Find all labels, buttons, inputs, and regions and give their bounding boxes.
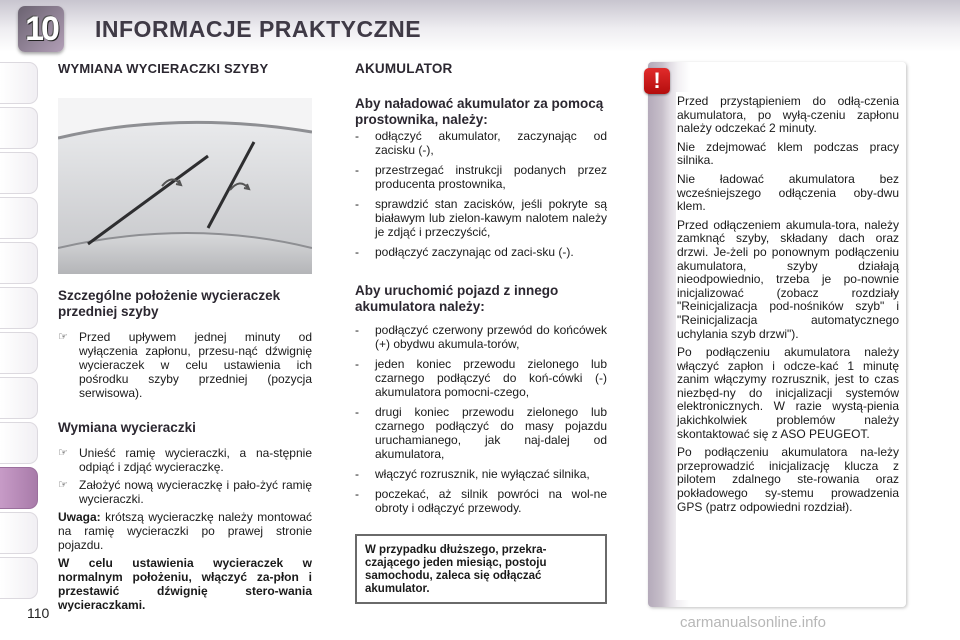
storage-callout: W przypadku dłuższego, przekra-czającego jeden miesiąc, postoju samochodu, zaleca się odłączać akumulator. — [355, 534, 607, 604]
jump-start-heading: Aby uruchomić pojazd z innego akumulatora należy: — [355, 283, 559, 314]
chapter-tab-active[interactable] — [0, 467, 38, 509]
chapter-number: 10 — [25, 9, 57, 48]
chapter-tab[interactable] — [0, 242, 38, 284]
caution-note — [58, 510, 312, 552]
chapter-tab[interactable] — [0, 422, 38, 464]
list-item: - poczekać, aż silnik powróci na wol-ne obroty i odłączyć przewody. — [355, 487, 607, 515]
list-item: - podłączyć zaczynając od zaci-sku (-). — [355, 245, 574, 259]
windscreen-wiper-illustration — [58, 98, 312, 274]
chapter-tab[interactable] — [0, 107, 38, 149]
battery-section — [355, 61, 607, 515]
chapter-tab[interactable] — [0, 287, 38, 329]
list-item: - jeden koniec przewodu zielonego lub czarnego podłączyć do koń-cówki (-) akumulatora pomocni-czego, — [355, 357, 607, 399]
list-item — [58, 330, 312, 400]
list-item: - sprawdzić stan zacisków, jeśli pokryte są białawym lub zielon-kawym nalotem należy je zdjąć i przeczyścić, — [355, 197, 607, 239]
chapter-tab[interactable] — [0, 512, 38, 554]
chapter-tab[interactable] — [0, 197, 38, 239]
list-item: - włączyć rozrusznik, nie wyłączać silnika, — [355, 467, 590, 481]
charge-block — [355, 96, 607, 265]
special-position-block — [58, 288, 312, 400]
chapter-tab[interactable] — [0, 377, 38, 419]
warning-paragraph: Nie ładować akumulatora bez wcześniejszego odłączenia oby-dwu klem. — [677, 171, 899, 214]
page-title: INFORMACJE PRAKTYCZNE — [95, 16, 422, 42]
caution-text: krótszą wycieraczkę należy montować na ramię wycieraczki po prawej stronie pojazdu. — [58, 510, 312, 552]
chapter-tab[interactable] — [0, 152, 38, 194]
warning-paragraph: Przed przystąpieniem do odłą-czenia akumulatora, po wyłą-czeniu zapłonu należy odczekać 2 minuty. — [677, 94, 899, 136]
list-item-text: przestrzegać instrukcji podanych przez producenta prostownika, — [375, 163, 607, 191]
list-item-text: Założyć nową wycieraczkę i pało-żyć ramię wycieraczki. — [79, 478, 312, 506]
warning-paragraph: Nie zdejmować klem podczas pracy silnika. — [677, 139, 899, 168]
exclamation-icon: ! — [644, 68, 670, 94]
list-item-text: podłączyć czerwony przewód do końcówek (+) obydwu akumula-torów, — [375, 323, 607, 351]
watermark: carmanualsonline.info — [680, 614, 826, 631]
list-item-text: Unieść ramię wycieraczki, a na-stępnie odpiąć i zdjąć wycieraczkę. — [79, 446, 312, 474]
battery-section-title: AKUMULATOR — [355, 61, 453, 76]
chapter-badge — [18, 6, 64, 52]
charge-heading: Aby naładować akumulator za pomocą prostownika, należy: — [355, 96, 604, 127]
caution-label: Uwaga: — [58, 510, 101, 524]
warning-paragraph: Przed odłączeniem akumula-tora, należy zamknąć szyby, składany dach oraz drzwi. Je-żeli po ponownym podłączeniu akumulatora, szyby działają nieodpowiednio, trzeba je po-nownie inicjalizować (zobacz rozdziały "Reinicjalizacja pod-nośników szyb" i "Reinicjalizacja automatycznego uchylania szyb drzwi"). — [677, 217, 899, 341]
list-item: - odłączyć akumulator, zaczynając od zacisku (-), — [355, 129, 607, 157]
list-item: - drugi koniec przewodu zielonego lub czarnego podłączyć do masy pojazdu uruchamianego, jak naj-dalej od akumulatora, — [355, 405, 607, 461]
hand-pointer-icon: ☞ — [58, 447, 68, 459]
list-item-text: drugi koniec przewodu zielonego lub czarnego podłączyć do masy pojazdu uruchamianego, jak naj-dalej od akumulatora, — [375, 405, 607, 461]
jump-start-block — [355, 283, 607, 521]
list-item — [58, 446, 312, 474]
replacement-heading: Wymiana wycieraczki — [58, 420, 196, 435]
restore-note: W celu ustawienia wycieraczek w normalnym położeniu, włączyć za-płon i przestawić dźwignię stero-wania wycieraczkami. — [58, 556, 312, 612]
warning-text — [677, 95, 899, 519]
warning-paragraph: Po podłączeniu akumulatora należy włączyć zapłon i odcze-kać 1 minutę zanim włączymy rozrusznik, jest to czas niezbęd-ny do inicjalizacji systemów elektronicznych. W razie wystą-pienia jakichkolwiek problemów należy skontaktować się z ASO PEUGEOT. — [677, 345, 899, 441]
hand-pointer-icon: ☞ — [58, 331, 68, 343]
list-item-text: sprawdzić stan zacisków, jeśli pokryte są białawym lub zielon-kawym nalotem należy je zdjąć i przeczyścić, — [375, 197, 607, 239]
list-item: - podłączyć czerwony przewód do końcówek (+) obydwu akumula-torów, — [355, 323, 607, 351]
warning-paragraph: Po podłączeniu akumulatora na-leży przeprowadzić inicjalizację klucza z pilotem zdalnego ste-rowania oraz pokładowego sy-stemu prowadzenia GPS (patrz odpowiedni rozdział). — [677, 445, 899, 514]
page-number: 110 — [27, 605, 50, 621]
chapter-tab[interactable] — [0, 62, 38, 104]
wiper-section-title: WYMIANA WYCIERACZKI SZYBY — [58, 61, 269, 76]
wiper-section — [58, 61, 312, 612]
list-item-text: włączyć rozrusznik, nie wyłączać silnika, — [375, 467, 590, 481]
list-item-text: jeden koniec przewodu zielonego lub czarnego podłączyć do koń-cówki (-) akumulatora pomocni-czego, — [375, 357, 607, 399]
special-position-heading: Szczególne położenie wycieraczek przedniej szyby — [58, 288, 281, 319]
list-item-text: podłączyć zaczynając od zaci-sku (-). — [375, 245, 574, 259]
list-item-text: odłączyć akumulator, zaczynając od zacisku (-), — [375, 129, 607, 157]
hand-pointer-icon: ☞ — [58, 479, 68, 491]
list-item — [58, 478, 312, 506]
list-item: - przestrzegać instrukcji podanych przez producenta prostownika, — [355, 163, 607, 191]
list-item-text: Przed upływem jednej minuty od wyłączenia zapłonu, przesu-nąć dźwignię wycieraczek w celu ustawienia ich pośrodku szyby przedniej (pozycja serwisowa). — [79, 330, 312, 400]
chapter-tab[interactable] — [0, 332, 38, 374]
chapter-tab[interactable] — [0, 557, 38, 599]
chapter-tabs — [0, 62, 40, 637]
list-item-text: poczekać, aż silnik powróci na wol-ne obroty i odłączyć przewody. — [375, 487, 607, 515]
replacement-block — [58, 420, 312, 612]
